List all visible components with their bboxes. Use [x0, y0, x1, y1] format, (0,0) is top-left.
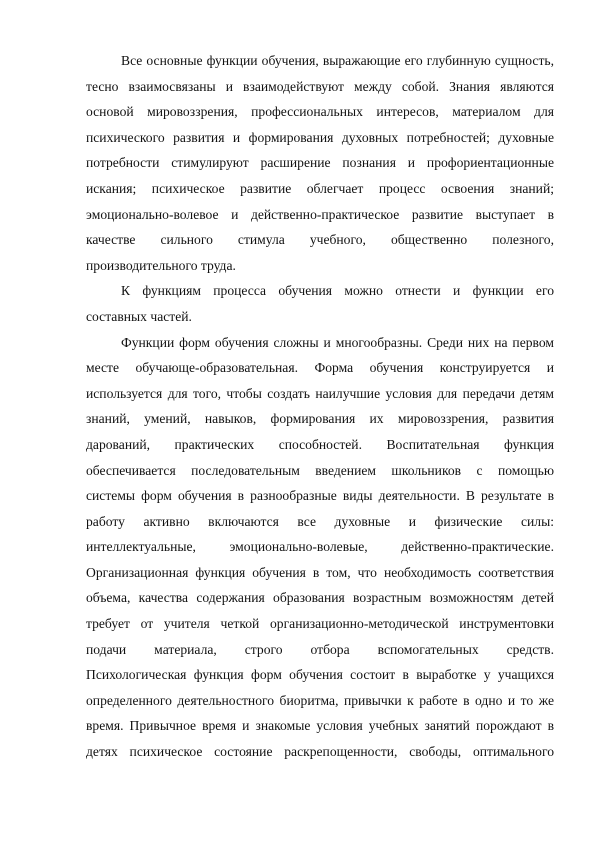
text-line: Организационная функция обучения в том, что необходимость соответствия — [86, 564, 554, 580]
document-page — [86, 48, 554, 842]
text-line: обеспечивается последовательным введением школьников с помощью — [86, 462, 554, 478]
text-line: Функции форм обучения сложны и многообразны. Среди них на первом — [121, 334, 554, 350]
text-line: К функциям процесса обучения можно отнести и функции его — [121, 283, 554, 299]
text-line: используется для того, чтобы создать наилучшие условия для передачи детям — [86, 385, 554, 401]
text-line: требует от учителя четкой организационно-методической инструментовки — [86, 616, 554, 632]
text-line: Психологическая функция форм обучения состоит в выработке у учащихся — [86, 667, 554, 683]
text-line: работу активно включаются все духовные и физические силы: — [86, 513, 554, 529]
text-line: объема, качества содержания образования возрастным возможностям детей — [86, 590, 554, 606]
text-line: Все основные функции обучения, выражающие его глубинную сущность, — [121, 53, 554, 68]
text-line: эмоционально-волевое и действенно-практическое развитие выступает в — [86, 206, 554, 222]
text-line: интеллектуальные, эмоционально-волевые, действенно-практические. — [86, 539, 554, 555]
text-line: подачи материала, строго отбора вспомогательных средств. — [86, 641, 554, 657]
text-line: составных частей. — [86, 308, 192, 324]
text-line: дарований, практических способностей. Воспитательная функция — [86, 436, 554, 452]
text-line: психического развития и формирования духовных потребностей; духовные — [86, 129, 554, 145]
text-line: определенного деятельностного биоритма, привычки к работе в одно и то же — [86, 692, 554, 708]
text-line: месте обучающе-образовательная. Форма обучения конструируется и — [86, 360, 554, 376]
text-line: знаний, умений, навыков, формирования их мировоззрения, развития — [86, 411, 554, 427]
text-line: искания; психическое развитие облегчает процесс освоения знаний; — [86, 180, 554, 196]
text-line: качестве сильного стимула учебного, общественно полезного, — [86, 232, 554, 248]
paragraph-functions-interrelation — [86, 48, 554, 278]
paragraph-component-functions — [86, 278, 554, 329]
text-line: детях психическое состояние раскрепощенности, свободы, оптимального — [86, 744, 554, 760]
text-line: потребности стимулируют расширение познания и профориентационные — [86, 155, 554, 171]
paragraph-form-functions — [86, 330, 554, 765]
text-line: тесно взаимосвязаны и взаимодействуют между собой. Знания являются — [86, 78, 554, 94]
text-line: системы форм обучения в разнообразные виды деятельности. В результате в — [86, 488, 554, 504]
text-line: производительного труда. — [86, 257, 236, 273]
text-line: основой мировоззрения, профессиональных интересов, материалом для — [86, 104, 554, 120]
text-line: время. Привычное время и знакомые условия учебных занятий порождают в — [86, 718, 554, 734]
